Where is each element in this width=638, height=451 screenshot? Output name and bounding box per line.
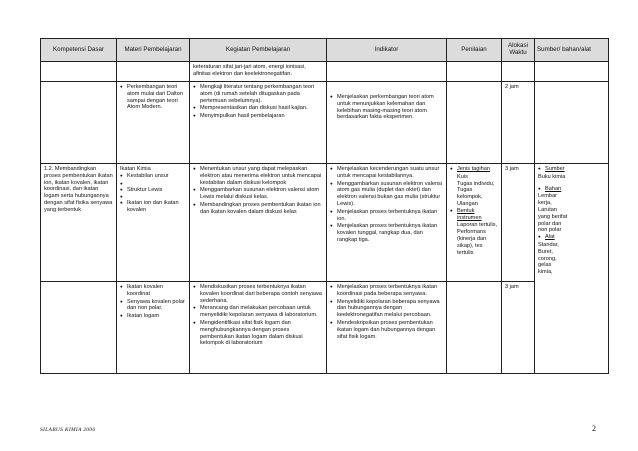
list-item: ● Merancang dan melakukan percobaan untuk menyelidiki kepolaran senyawa di laboratorium.	[193, 305, 323, 319]
kompetensi-number: 1.2.	[44, 166, 54, 172]
footer-title: SILABUS KIMIA 2006	[40, 427, 96, 433]
list-item: ● Menggambarkan susunan elektron valensi atom gas mulia (duplet dan oktet) dan elektron valensi bukan gas mulia (struktur Lewis).	[330, 181, 443, 208]
header-materi: Materi Pembelajaran	[117, 39, 190, 62]
list-item: Ulangan	[457, 200, 478, 207]
row1-kegiatan	[190, 82, 327, 164]
row2-sumber	[535, 164, 609, 374]
list-item: ● Struktur Lewis	[120, 187, 186, 194]
list-item: Performans	[457, 229, 486, 236]
list-item: ● Mempresentasikan dan diskusi hasil kajian.	[193, 105, 323, 112]
list-item: yang berifat	[538, 213, 568, 220]
list-item: Tugas individu,	[457, 180, 495, 187]
syllabus-table	[40, 38, 609, 374]
list-item: ● Menjelaskan perkembangan teori atom untuk menunjukkan kelemahan dan kelebihan masing-masing teori atom berdasarkan fakta eksperimen.	[330, 94, 443, 121]
row0-kegiatan: keteraturan sifat jari-jari atom, energi ionisasi, afinitas elektron dan keelektronegatifan.	[190, 62, 327, 82]
row2-kompetensi	[41, 164, 117, 282]
header-kompetensi: Kompetensi Dasar	[41, 39, 117, 62]
header-penilaian: Penilaian	[447, 39, 502, 62]
list-item: corong,	[538, 255, 557, 262]
row3-alokasi: 3 jam	[502, 282, 535, 374]
list-item: sikap), tes tertulis	[457, 242, 483, 256]
list-item: ● Menggambarkan susunan elektron valensi atom Lewis melalui diskusi kelas.	[193, 187, 323, 201]
list-item: Laporan tertulis,	[457, 222, 498, 229]
row2-penilaian	[447, 164, 502, 282]
page-number: 2	[592, 424, 596, 433]
list-item: ● Membandingkan proses pembentukan ikatan ion dan ikatan kovalen dalam diskusi kelas	[193, 202, 323, 216]
header-kegiatan: Kegiatan Pembelajaran	[190, 39, 327, 62]
table-row	[41, 164, 609, 282]
list-item: ● Senyawa kovalen polar dan non polar.	[120, 299, 186, 313]
row2-materi	[117, 164, 190, 282]
list-item: Buku kimia	[538, 173, 566, 180]
table-row	[41, 62, 609, 82]
list-item: ● Perkembangan teori atom mulai dari Dalton sampai dengan teori Atom Modern.	[120, 84, 186, 111]
row1-materi	[117, 82, 190, 164]
list-item: ● Menyimpulkan hasil pembelajaran	[193, 113, 323, 120]
list-item: ● Ikatan ion dan ikatan kovalen	[120, 200, 186, 214]
row2-indikator	[327, 164, 447, 282]
header-row	[41, 39, 609, 62]
list-item: ● Menyelidiki kepolaran beberapa senyawa dan hubungannya dengan keelektronegatifan melalui percobaan.	[330, 299, 443, 319]
penilaian-jenis-label: Jenis tagihan	[457, 166, 490, 172]
materi-title: Ikatan Kimia	[120, 166, 151, 172]
row1-indikator	[327, 82, 447, 164]
list-item: kimia,	[538, 269, 553, 276]
list-item: Lembar	[538, 193, 557, 200]
list-item: ● Mendiskusikan proses terbentuknya ikatan kovalen koordinat dari beberapa contoh senyawa sederhana.	[193, 284, 323, 304]
list-item: ● Ikatan kovalen koordinat	[120, 284, 186, 298]
table-row	[41, 82, 609, 164]
penilaian-bentuk-label: Bentuk instrumen	[457, 207, 482, 221]
kompetensi-text: Membandingkan proses pembentukan ikatan ion, ikatan kovalen, ikatan koordinasi, dan ikatan logam serta hubungannya dengan sifat fisika senyawa yang terbentuk	[44, 166, 113, 213]
list-item: (kinerja dan	[457, 235, 487, 242]
list-item: ● Menentukan unsur yang dapat melepaskan elektron atau menerima elektron untuk mencapai kestabilan dalam diskusi kelompok	[193, 166, 323, 186]
list-item: Kuis	[457, 173, 468, 180]
row3-materi	[117, 282, 190, 374]
row2-kegiatan	[190, 164, 327, 282]
list-item: ● Mengidentifikasi sifat fisik logam dan menghubungkannya dengan proses pembentukan ikatan logam dalam diskusi kelompok di laboratorium	[193, 320, 323, 347]
list-item: Buret,	[538, 248, 553, 255]
table-row	[41, 282, 609, 374]
sumber-label: Sumber	[545, 166, 565, 172]
row1-alokasi: 2 jam	[502, 82, 535, 164]
list-item: polar dan	[538, 220, 562, 227]
list-item: ● Menjelaskan proses terbentuknya ikatan koordinasi pada beberapa senyawa.	[330, 284, 443, 298]
row2-alokasi: 3 jam	[502, 164, 535, 282]
list-item: ● Ikatan logam	[120, 313, 186, 320]
row3-indikator	[327, 282, 447, 374]
header-alokasi: Alokasi Waktu	[502, 39, 535, 62]
list-item: Standar,	[538, 241, 559, 248]
list-item: gelas	[538, 262, 552, 269]
list-item: ● Menjelaskan kecenderungan suatu unsur untuk mencapai kestabilannya.	[330, 166, 443, 180]
list-item: ● Mendeskripsikan proses pembentukan ikatan logam dan hubungannya dengan sifat fisik logam.	[330, 320, 443, 340]
alat-label: Alat	[545, 234, 555, 241]
list-item: ● Menjelaskan proses terbentuknya ikatan kovalen tunggal, rangkap dua, dan rangkap tiga.	[330, 223, 443, 243]
bahan-label: Bahan	[545, 185, 562, 192]
list-item: non polar	[538, 227, 562, 234]
list-item: kerja,	[538, 200, 552, 207]
row3-kegiatan	[190, 282, 327, 374]
header-indikator: Indikator	[327, 39, 447, 62]
list-item: ● Kestabilan unsur	[120, 173, 186, 180]
header-sumber: Sumber/ bahan/alat	[535, 39, 609, 62]
list-item: Larutan	[538, 206, 557, 213]
list-item: ● Mengkaji literatur tentang perkembangan teori atom (di rumah setelah ditugaskan pada pertemuan sebelumnya).	[193, 84, 323, 104]
list-item: ● Menjelaskan proses terbentuknya ikatan ion.	[330, 209, 443, 223]
list-item: Tugas kelompok,	[457, 187, 483, 201]
